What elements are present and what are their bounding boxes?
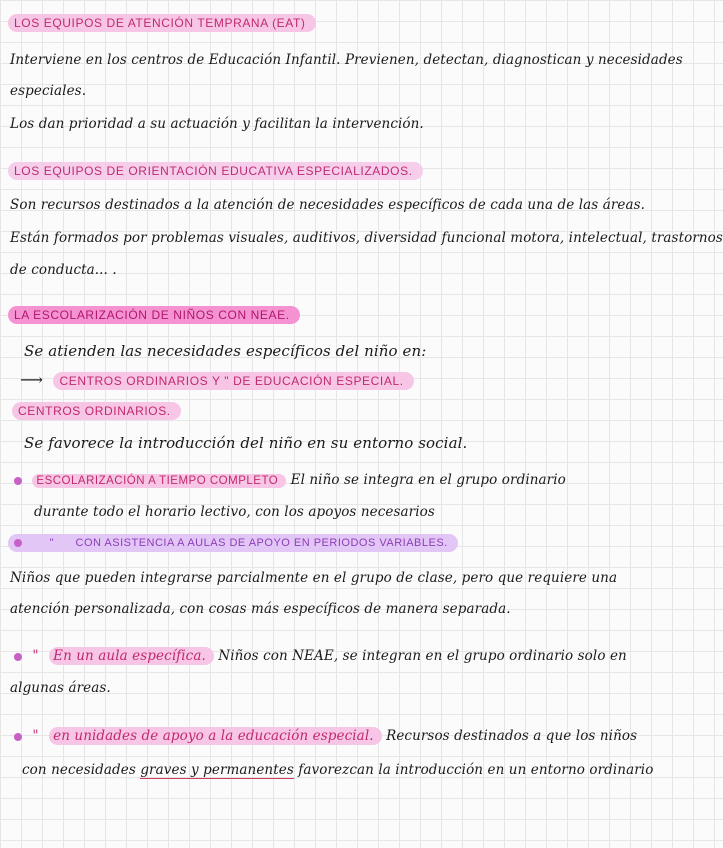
bullet-3-quote: "	[32, 648, 39, 664]
arrow-icon: ⟶	[20, 370, 44, 389]
eat-line-1: Interviene en los centros de Educación Infantil. Previenen, detectan, diagnostican y necesidades	[10, 52, 683, 68]
bullet-dot-icon	[14, 539, 22, 547]
centros-line-1: Se favorece la introducción del niño en su entorno social.	[24, 434, 468, 452]
eat-line-3: Los dan prioridad a su actuación y facilitan la intervención.	[10, 116, 424, 132]
bullet-4-quote: "	[32, 728, 39, 744]
bullet-2-quote: "	[49, 537, 54, 549]
escolarizacion-line-2	[20, 370, 605, 390]
bullet-1-text: El niño se integra en el grupo ordinario	[290, 472, 566, 488]
bullet-2-highlight	[8, 534, 458, 552]
bullet-2-cont-2: atención personalizada, con cosas más específicos de manera separada.	[10, 601, 511, 617]
bullet-dot-icon	[14, 733, 22, 741]
bullet-4-cont-a: con necesidades	[22, 762, 136, 778]
eoe-line-3: de conducta... .	[10, 262, 117, 278]
bullet-4-cont-b: graves y permanentes	[140, 762, 294, 778]
bullet-2-label: CON ASISTENCIA A AULAS DE APOYO EN PERIODOS VARIABLES.	[75, 537, 448, 549]
centros-types-highlight: CENTROS ORDINARIOS Y " DE EDUCACIÓN ESPECIAL.	[53, 372, 413, 390]
bullet-4-cont	[22, 762, 654, 778]
heading-eat: LOS EQUIPOS DE ATENCIÓN TEMPRANA (EAT)	[8, 14, 316, 32]
escolarizacion-line-1: Se atienden las necesidades específicos del niño en:	[24, 342, 427, 360]
bullet-3-label: En un aula específica.	[49, 647, 214, 665]
eat-line-2: especiales.	[10, 83, 87, 99]
heading-centros: CENTROS ORDINARIOS.	[12, 402, 181, 420]
bullet-2	[8, 534, 593, 550]
eoe-line-2: Están formados por problemas visuales, auditivos, diversidad funcional motora, intelectual, trastornos	[10, 230, 723, 246]
bullet-dot-icon	[14, 477, 22, 485]
bullet-1-label: ESCOLARIZACIÓN A TIEMPO COMPLETO	[32, 474, 286, 488]
bullet-dot-icon	[14, 653, 22, 661]
bullet-1	[14, 472, 599, 488]
heading-escolarizacion: LA ESCOLARIZACIÓN DE NIÑOS CON NEAE.	[8, 306, 300, 324]
eoe-line-1: Son recursos destinados a la atención de necesidades específicos de cada una de las áreas.	[10, 197, 646, 213]
bullet-2-cont-1: Niños que pueden integrarse parcialmente en el grupo de clase, pero que requiere una	[10, 570, 618, 586]
bullet-4-label: en unidades de apoyo a la educación especial.	[49, 727, 382, 745]
bullet-4-text: Recursos destinados a que los niños	[386, 728, 638, 744]
heading-eoe: LOS EQUIPOS DE ORIENTACIÓN EDUCATIVA ESPECIALIZADOS.	[8, 162, 423, 180]
bullet-4-cont-c: favorezcan la introducción en un entorno ordinario	[298, 762, 654, 778]
bullet-1-cont: durante todo el horario lectivo, con los apoyos necesarios	[34, 504, 435, 520]
bullet-3	[14, 648, 627, 664]
bullet-3-cont: algunas áreas.	[10, 680, 111, 696]
bullet-3-text: Niños con NEAE, se integran en el grupo ordinario solo en	[218, 648, 627, 664]
bullet-4	[14, 728, 638, 744]
